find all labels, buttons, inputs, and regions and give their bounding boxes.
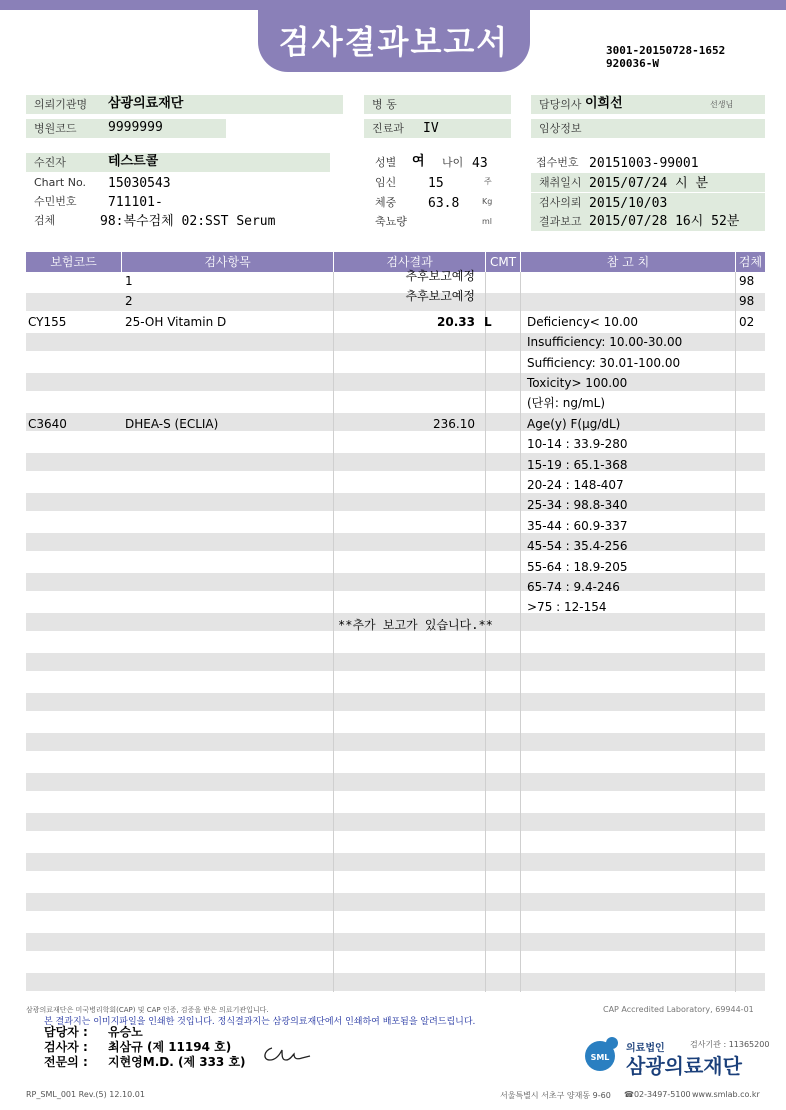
specimen-value: 98:복수검체 02:SST Serum [100, 214, 276, 229]
row-reference: 55-64 : 18.9-205 [527, 560, 628, 574]
row-test-item: DHEA-S (ECLIA) [125, 417, 219, 431]
urine-volume-unit: ml [482, 217, 493, 226]
report-title: 검사결과보고서 [258, 0, 530, 72]
row-stripe [26, 533, 765, 551]
row-stripe [26, 453, 765, 471]
row-stripe [26, 893, 765, 911]
row-reference: Toxicity> 100.00 [527, 376, 628, 390]
institution-label: 의뢰기관명 [26, 95, 343, 114]
row-reference: >75 : 12-154 [527, 600, 607, 614]
row-reference: Insufficiency: 10.00-30.00 [527, 335, 683, 349]
patient-label: 수진자 [26, 153, 330, 172]
row-stripe [26, 853, 765, 871]
org-type: 의료법인 [626, 1043, 665, 1054]
row-reference: 25-34 : 98.8-340 [527, 498, 628, 512]
request-date-label: 검사의뢰 [531, 193, 765, 212]
row-reference: 15-19 : 65.1-368 [527, 458, 628, 472]
column-divider [333, 272, 334, 992]
row-test-item: 25-OH Vitamin D [125, 315, 227, 329]
row-test-result: 236.10 [433, 417, 475, 431]
weight-unit: Kg [482, 197, 493, 206]
row-stripe [26, 933, 765, 951]
specialist-label: 전문의 : [44, 1055, 88, 1069]
column-divider [520, 272, 521, 992]
row-reference: 10-14 : 33.9-280 [527, 437, 628, 451]
request-date-value: 2015/10/03 [589, 196, 668, 211]
sex-value: 여 [412, 154, 425, 169]
staff-label: 담당자 : [44, 1025, 88, 1039]
header-reference: 참 고 치 [521, 252, 735, 272]
row-specimen: 98 [739, 274, 755, 288]
header-cmt: CMT [486, 252, 520, 272]
certification-note: 삼광의료재단은 미국병리학회(CAP) 및 CAP 인증, 검증을 받은 의료기관입니다. [26, 1006, 269, 1014]
cap-accreditation: CAP Accredited Laboratory, 69944-01 [603, 1005, 754, 1014]
weight-value: 63.8 [428, 196, 460, 211]
urine-volume-label: 축뇨량 [375, 215, 407, 228]
row-insurance-code: C3640 [28, 417, 67, 431]
row-stripe [26, 973, 765, 991]
row-stripe [26, 373, 765, 391]
report-date-value: 2015/07/28 16시 52분 [589, 214, 740, 229]
specialist-value: 지현영M.D. (제 333 호) [108, 1055, 246, 1069]
row-reference: (단위: ng/mL) [527, 396, 606, 410]
org-name: 삼광의료재단 [626, 1054, 742, 1078]
report-date-label: 결과보고 [531, 212, 765, 231]
header-test-result: 검사결과 [334, 252, 485, 272]
hospital-code-value: 9999999 [108, 120, 163, 135]
row-test-item: 2 [125, 294, 133, 308]
row-stripe [26, 493, 765, 511]
row-test-item: 1 [125, 274, 133, 288]
doctor-suffix: 선생님 [710, 100, 734, 109]
clinical-info-label: 임상정보 [531, 119, 765, 138]
weight-label: 체중 [375, 196, 397, 209]
resident-no-value: 711101- [108, 195, 163, 210]
org-phone: ☎02-3497-5100 [624, 1090, 691, 1099]
institution-number: 검사기관 : 11365200 [690, 1040, 770, 1049]
row-test-result: 20.33 [437, 315, 475, 329]
tester-value: 최삼규 (제 11194 호) [108, 1040, 232, 1054]
document-id [606, 44, 725, 70]
doctor-label: 담당의사 [531, 95, 765, 114]
doctor-value: 이희선 [585, 96, 623, 111]
column-divider [735, 272, 736, 992]
header-specimen: 검체 [736, 252, 765, 272]
org-address: 서울특별시 서초구 양재동 9-60 [500, 1091, 611, 1100]
row-reference: 20-24 : 148-407 [527, 478, 624, 492]
collect-date-value: 2015/07/24 시 분 [589, 176, 709, 191]
chart-no-label: Chart No. [34, 176, 86, 189]
row-stripe [26, 813, 765, 831]
age-label: 나이 [442, 156, 464, 169]
sml-logo-text: SML [590, 1053, 610, 1062]
row-test-result: 추후보고예정 [405, 269, 475, 283]
row-reference: Deficiency< 10.00 [527, 315, 639, 329]
row-stripe [26, 573, 765, 591]
tester-label: 검사자 : [44, 1040, 88, 1054]
chart-no-value: 15030543 [108, 176, 171, 191]
institution-value: 삼광의료재단 [108, 96, 184, 111]
sml-logo-icon [578, 1034, 622, 1074]
row-reference: Sufficiency: 30.01-100.00 [527, 356, 681, 370]
row-specimen: 02 [739, 315, 755, 329]
document-id-line1: 3001-20150728-1652 [606, 44, 726, 57]
row-reference: Age(y) F(μg/dL) [527, 417, 621, 431]
staff-value: 유승노 [108, 1025, 143, 1039]
age-value: 43 [472, 156, 488, 171]
dept-label: 진료과 [364, 119, 511, 138]
row-stripe [26, 653, 765, 671]
hospital-code-label: 병원코드 [26, 119, 226, 138]
document-id-line2: 920036-W [606, 57, 659, 70]
org-website: www.smlab.co.kr [692, 1090, 760, 1099]
row-cmt: L [484, 315, 492, 329]
row-stripe [26, 693, 765, 711]
additional-report-note: **추가 보고가 있습니다.** [338, 618, 493, 632]
collect-date-label: 채취일시 [531, 173, 765, 192]
row-stripe [26, 773, 765, 791]
signature-image [258, 1040, 318, 1066]
header-insurance-code: 보험코드 [26, 252, 121, 272]
header-test-item: 검사항목 [122, 252, 333, 272]
row-stripe [26, 733, 765, 751]
resident-no-label: 수민번호 [34, 195, 77, 208]
patient-value: 테스트콜 [108, 154, 159, 169]
row-specimen: 98 [739, 294, 755, 308]
image-print-notice: 본 결과지는 이미지파일을 인쇄한 것입니다. 정식결과지는 삼광의료재단에서 인쇄하여 배포됨을 알려드립니다. [44, 1017, 476, 1027]
receipt-no-value: 20151003-99001 [589, 156, 699, 171]
row-test-result: 추후보고예정 [405, 289, 475, 303]
sex-label: 성별 [375, 156, 397, 169]
ward-label: 병 동 [364, 95, 511, 114]
dept-value: IV [423, 121, 439, 136]
pregnancy-value: 15 [428, 176, 444, 191]
pregnancy-unit: 주 [484, 177, 492, 186]
receipt-no-label: 접수번호 [536, 156, 579, 169]
row-reference: 35-44 : 60.9-337 [527, 519, 628, 533]
pregnancy-label: 임신 [375, 176, 397, 189]
specimen-label: 검체 [34, 214, 56, 227]
row-reference: 65-74 : 9.4-246 [527, 580, 620, 594]
form-number: RP_SML_001 Rev.(5) 12.10.01 [26, 1090, 145, 1099]
row-reference: 45-54 : 35.4-256 [527, 539, 628, 553]
row-insurance-code: CY155 [28, 315, 67, 329]
